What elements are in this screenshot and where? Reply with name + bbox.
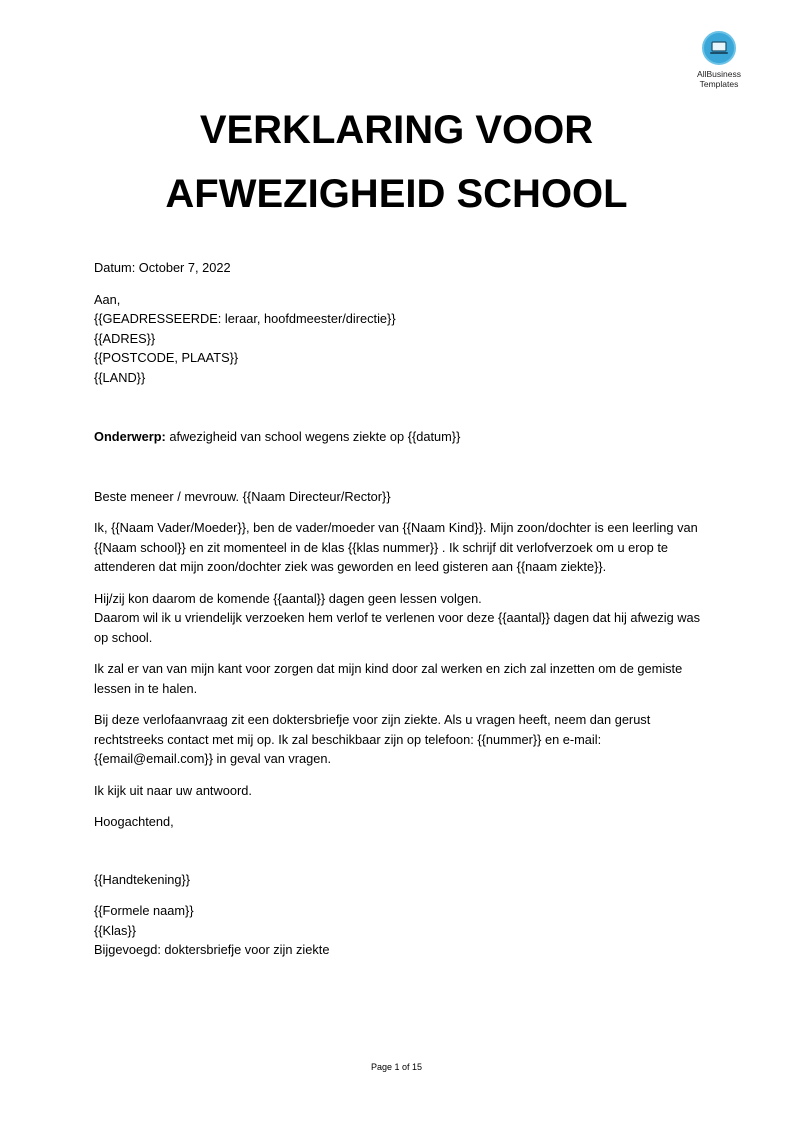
subject-label: Onderwerp: bbox=[94, 429, 166, 444]
page-number: Page 1 of 15 bbox=[370, 1062, 423, 1072]
subject-line bbox=[94, 427, 704, 447]
paragraph: Ik, {{Naam Vader/Moeder}}, ben de vader/moeder van {{Naam Kind}}. Mijn zoon/dochter is een leerling van {{Naam school}} en zit momenteel in de klas {{klas nummer}} . Ik schrijf dit verlofverzoek om u erop te attenderen dat mijn zoon/dochter ziek was geworden en leed gisteren aan {{naam ziekte}}. bbox=[94, 520, 698, 574]
address-line: {{LAND}} bbox=[94, 369, 146, 385]
attachment-note: Bijgevoegd: doktersbriefje voor zijn ziekte bbox=[94, 942, 330, 957]
brand-logo bbox=[688, 31, 750, 89]
document-title: VERKLARING VOOR AFWEZIGHEID SCHOOL bbox=[165, 108, 628, 216]
letter-body bbox=[94, 258, 704, 960]
date-line: Datum: October 7, 2022 bbox=[94, 260, 231, 275]
address-block bbox=[94, 290, 704, 388]
paragraph: Hij/zij kon daarom de komende {{aantal}} dagen geen lessen volgen. bbox=[94, 590, 482, 606]
paragraph: Daarom wil ik u vriendelijk verzoeken hem verlof te verlenen voor deze {{aantal}} dagen dat hij afwezig was op school. bbox=[94, 610, 701, 645]
signature-placeholder: {{Handtekening}} bbox=[94, 871, 191, 887]
laptop-icon bbox=[702, 31, 736, 65]
address-line: {{GEADRESSEERDE: leraar, hoofdmeester/directie}} bbox=[94, 311, 396, 326]
signer-class: {{Klas}} bbox=[94, 922, 136, 938]
paragraph: Ik kijk uit naar uw antwoord. bbox=[94, 782, 252, 798]
signer-name: {{Formele naam}} bbox=[94, 903, 194, 918]
closing: Hoogachtend, bbox=[94, 814, 174, 829]
address-line: {{ADRES}} bbox=[94, 330, 156, 346]
paragraph: Ik zal er van van mijn kant voor zorgen dat mijn kind door zal werken en zich zal inzetten om de gemiste lessen in te halen. bbox=[94, 661, 683, 696]
brand-name: AllBusiness Templates bbox=[697, 69, 741, 89]
salutation: Beste meneer / mevrouw. {{Naam Directeur/Rector}} bbox=[94, 488, 391, 504]
subject-text: afwezigheid van school wegens ziekte op {{datum}} bbox=[165, 429, 461, 444]
address-line: {{POSTCODE, PLAATS}} bbox=[94, 350, 239, 365]
paragraph: Bij deze verlofaanvraag zit een doktersbriefje voor zijn ziekte. Als u vragen heeft, neem dan gerust rechtstreeks contact met mij op. Ik zal beschikbaar zijn op telefoon: {{nummer}} en e-mail: {{email@email.com}} in geval van vragen. bbox=[94, 712, 651, 766]
address-line: Aan, bbox=[94, 291, 121, 307]
